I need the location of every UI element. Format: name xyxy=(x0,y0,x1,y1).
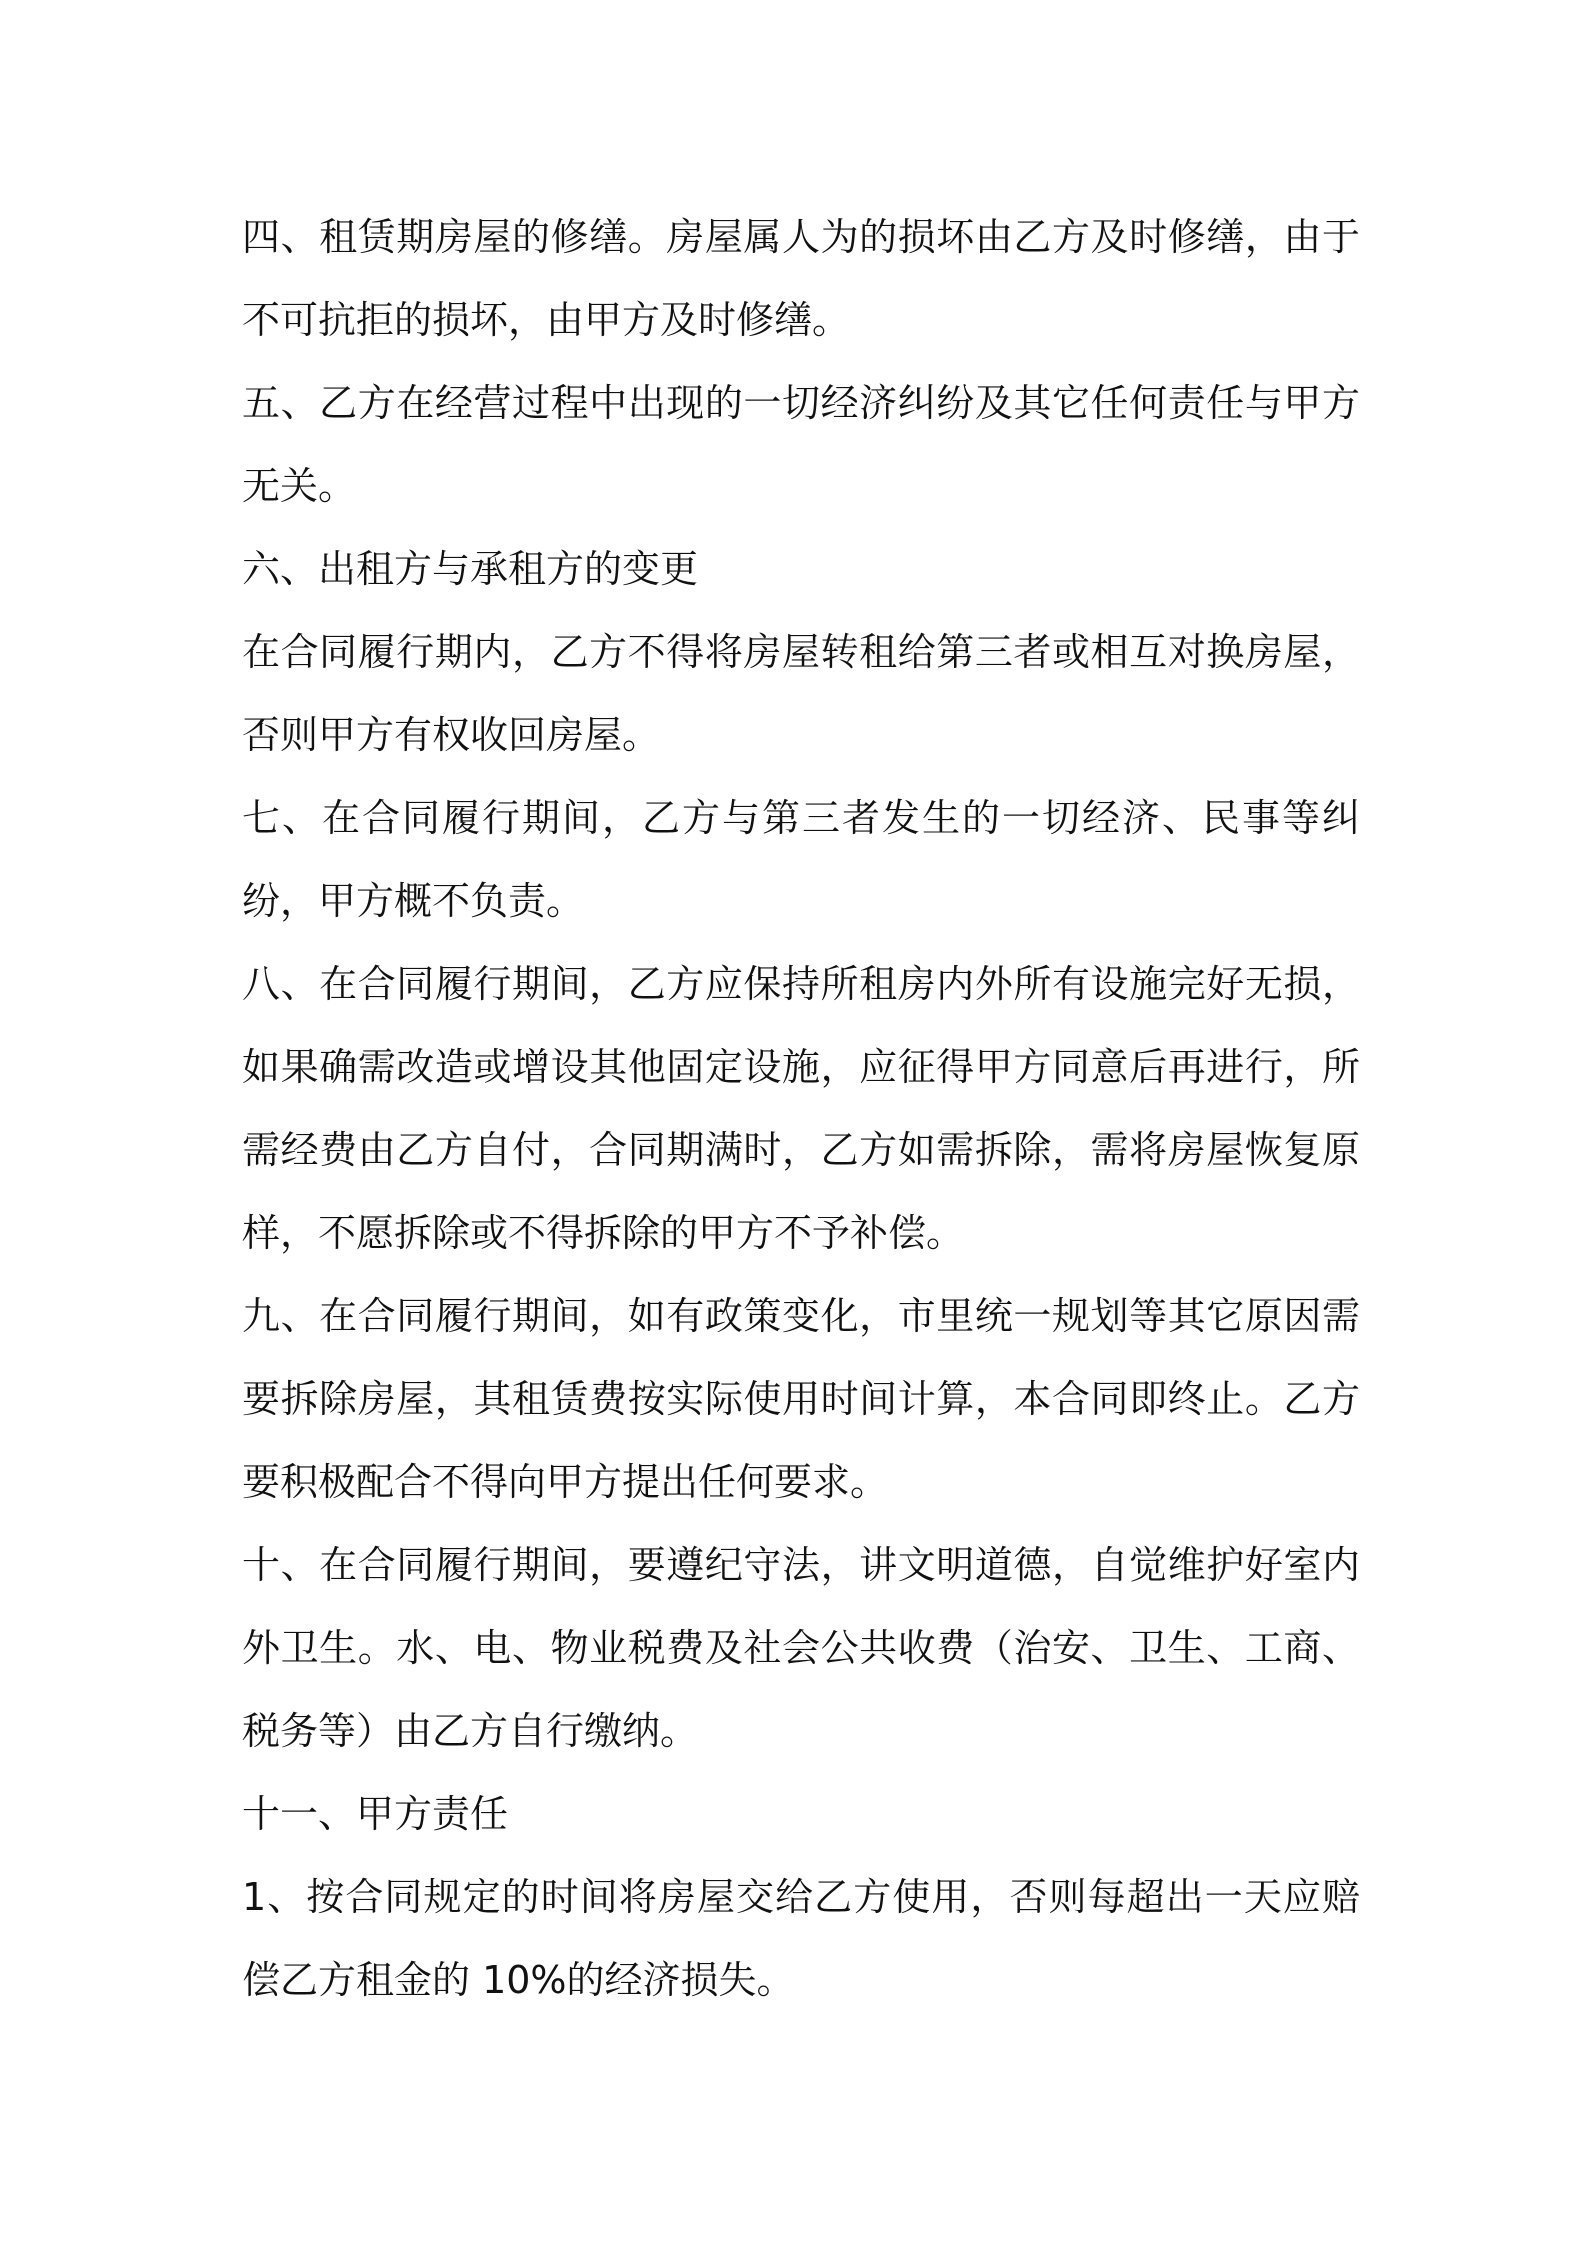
clause-6-heading: 六、出租方与承租方的变更 xyxy=(242,547,699,591)
clause-11-heading: 十一、甲方责任 xyxy=(242,1792,509,1836)
clause-7-disputes: 七、在合同履行期间，乙方与第三者发生的一切经济、民事等纠纷，甲方概不负责。 xyxy=(242,796,1360,923)
clause-10-conduct: 十、在合同履行期间，要遵纪守法，讲文明道德，自觉维护好室内外卫生。水、电、物业税费及社会公共收费（治安、卫生、工商、税务等）由乙方自行缴纳。 xyxy=(242,1543,1360,1753)
clause-9-demolition: 九、在合同履行期间，如有政策变化，市里统一规划等其它原因需要拆除房屋，其租赁费按实际使用时间计算，本合同即终止。乙方要积极配合不得向甲方提出任何要求。 xyxy=(242,1294,1360,1504)
clause-8-facilities: 八、在合同履行期间，乙方应保持所租房内外所有设施完好无损，如果确需改造或增设其他固定设施，应征得甲方同意后再进行，所需经费由乙方自付，合同期满时，乙方如需拆除，需将房屋恢复原样，不愿拆除或不得拆除的甲方不予补偿。 xyxy=(242,962,1360,1255)
clause-6-body: 在合同履行期内，乙方不得将房屋转租给第三者或相互对换房屋，否则甲方有权收回房屋。 xyxy=(242,630,1360,757)
document-body xyxy=(242,196,1360,2022)
clause-11-item-1: 1、按合同规定的时间将房屋交给乙方使用，否则每超出一天应赔偿乙方租金的 10%的经济损失。 xyxy=(242,1875,1360,2002)
clause-5-liability: 五、乙方在经营过程中出现的一切经济纠纷及其它任何责任与甲方无关。 xyxy=(242,381,1360,508)
clause-4-repairs: 四、租赁期房屋的修缮。房屋属人为的损坏由乙方及时修缮，由于不可抗拒的损坏，由甲方及时修缮。 xyxy=(242,215,1360,342)
